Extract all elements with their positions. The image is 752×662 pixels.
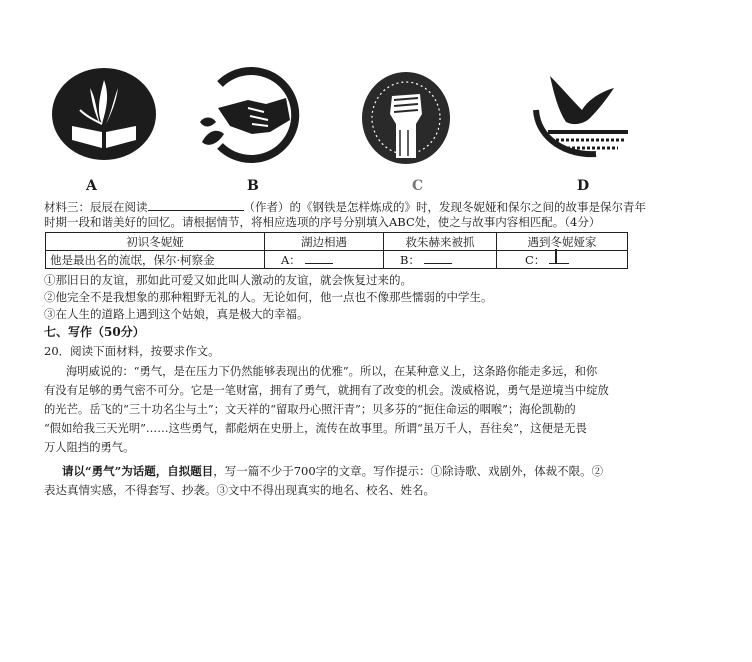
answer-label-b: B： xyxy=(400,252,420,267)
table-header-row xyxy=(46,233,628,251)
wheat-book-icon xyxy=(50,66,158,162)
table-header-cell: 遇到冬妮娅家 xyxy=(497,233,628,251)
emblem-a xyxy=(50,66,158,162)
emblem-d xyxy=(528,70,644,170)
material-line-3: 的光芒。岳飞的“三十功名尘与土”；文天祥的“留取丹心照汗青”；贝多芬的“扼住命运的咽喉”；海伦凯勒的 xyxy=(44,403,576,416)
matching-table xyxy=(45,232,628,269)
emblem-a-letter: A xyxy=(86,178,97,194)
table-header-cell: 初识冬妮娅 xyxy=(46,233,265,251)
answer-blank-a[interactable] xyxy=(305,253,333,264)
writing-question: 20．阅读下面材料，按要求作文。 xyxy=(44,344,220,358)
writing-requirement-line1 xyxy=(62,463,722,479)
answer-cell-c[interactable] xyxy=(497,251,628,269)
answer-cell-a[interactable] xyxy=(265,251,384,269)
material-line-4: “假如给我三天光明”……这些勇气，都彪炳在史册上，流传在故事里。所谓“虽万千人，吾往矣”，这便是无畏 xyxy=(44,422,587,435)
table-header-cell: 救朱赫来被抓 xyxy=(384,233,497,251)
raised-fist-icon xyxy=(360,70,452,170)
handshake-icon xyxy=(190,64,310,164)
answer-cell-b[interactable] xyxy=(384,251,497,269)
author-blank[interactable] xyxy=(148,198,244,211)
emblem-b xyxy=(190,64,310,164)
requirement-rest: ，写一篇不少于700字的文章。写作提示：①除诗歌、戏剧外，体裁不限。② xyxy=(213,464,604,478)
material-line-1: 海明威说的：“勇气，是在压力下仍然能够表现出的优雅”。所以，在某种意义上，这条路你能走多远，和你 xyxy=(66,365,598,378)
material-line-2: 有没有足够的勇气密不可分。它是一笔财富，拥有了勇气，就拥有了改变的机会。泼威格说，勇气是逆境当中绽放 xyxy=(44,384,609,397)
emblem-c-letter: C xyxy=(412,178,424,194)
material3-line2: 时期一段和谐美好的回忆。请根据情节，将相应选项的序号分别填入ABC处，使之与故事内容相匹配。（4分） xyxy=(44,215,601,229)
answer-blank-b[interactable] xyxy=(424,253,452,264)
answer-blank-c[interactable] xyxy=(549,253,569,264)
requirement-topic: 请以“勇气”为话题，自拟题目 xyxy=(62,464,214,478)
material3-mid: （作者）的《钢铁是怎样炼成的》时，发现冬妮娅和保尔之间的故事是保尔青年 xyxy=(243,200,646,214)
option-1: ①那旧日的友谊，那如此可爱又如此叫人激动的友谊，就会恢复过来的。 xyxy=(44,273,412,287)
option-3: ③在人生的道路上遇到这个姑娘，真是极大的幸福。 xyxy=(44,307,309,321)
material3-line1 xyxy=(44,198,704,215)
writing-section-title: 七、写作（50分） xyxy=(44,325,145,339)
table-cell: 他是最出名的流氓，保尔·柯察金 xyxy=(46,251,265,269)
emblem-c xyxy=(360,70,452,170)
option-2: ②他完全不是我想象的那种粗野无礼的人。无论如何，他一点也不像那些懦弱的中学生。 xyxy=(44,290,493,304)
answer-label-c: C： xyxy=(525,252,546,267)
emblem-d-letter: D xyxy=(577,178,590,194)
material3-prefix: 材料三：辰辰在阅读 xyxy=(44,200,148,214)
table-header-cell: 湖边相遇 xyxy=(265,233,384,251)
eagle-icon xyxy=(528,70,644,170)
table-row xyxy=(46,251,628,269)
emblem-b-letter: B xyxy=(247,178,259,194)
writing-requirement-line2: 表达真情实感，不得套写、抄袭。③文中不得出现真实的地名、校名、姓名。 xyxy=(44,483,435,497)
answer-label-a: A： xyxy=(281,252,301,267)
material-line-5: 万人阻挡的勇气。 xyxy=(44,441,135,454)
